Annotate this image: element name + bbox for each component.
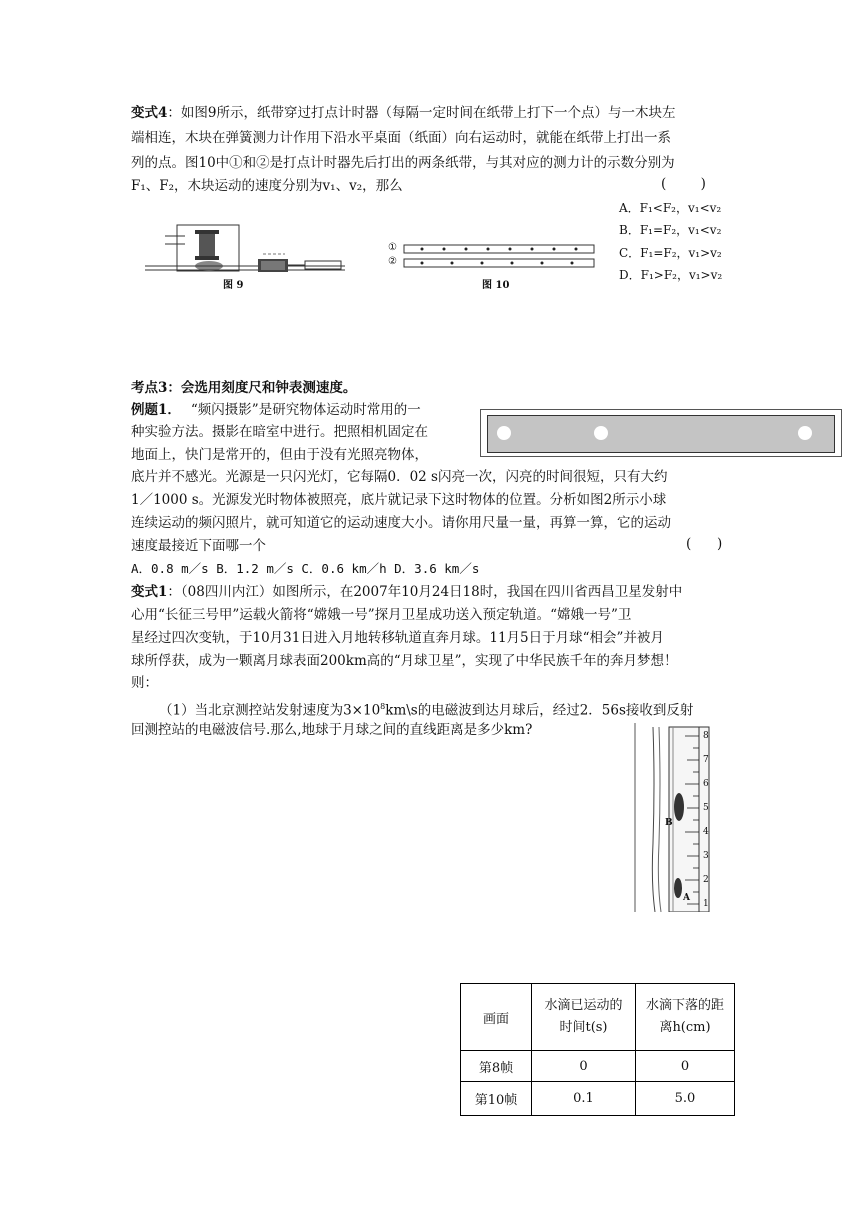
variant1-line-3: 星经过四次变轨，于10月31日进入月地转移轨道直奔月球。11月5日于月球“相会”并被月 — [131, 630, 664, 646]
water-drop-table — [460, 983, 735, 1116]
table-cell: 0.1 — [532, 1082, 636, 1116]
ruler-photo — [633, 723, 728, 912]
ball-1 — [497, 426, 511, 440]
figure-9-drawing — [145, 222, 355, 288]
example1-line-2: 种实验方法。摄影在暗室中进行。把照相机固定在 — [131, 424, 428, 440]
figure-9-caption: 图 9 — [223, 280, 244, 291]
table-cell: 第10帧 — [461, 1082, 532, 1116]
ruler-marker-a: A — [683, 893, 690, 903]
table-row — [461, 1051, 735, 1082]
strobe-photo-strip — [487, 415, 835, 453]
table-cell: 0 — [636, 1051, 735, 1082]
example1-line-7: 速度最接近下面哪一个 — [131, 538, 266, 554]
tape-1-label: ① — [388, 242, 397, 253]
variant4-line-4: F₁、F₂，木块运动的速度分别为v₁、v₂，那么 — [131, 178, 403, 194]
variant1-label: 变式1 — [131, 584, 168, 600]
ruler-tick-5: 5 — [703, 803, 709, 813]
example1-line-4: 底片并不感光。光源是一只闪光灯，它每隔0．02 s闪亮一次，闪亮的时间很短，只有大约 — [131, 469, 668, 485]
example1-line-5: 1／1000 s。光源发光时物体被照亮，底片就记录下这时物体的位置。分析如图2所示小球 — [131, 492, 667, 508]
variant1-q1-line-2: 回测控站的电磁波信号.那么,地球于月球之间的直线距离是多少km? — [131, 722, 533, 738]
ruler-tick-8: 8 — [703, 731, 709, 741]
table-cell: 第8帧 — [461, 1051, 532, 1082]
ruler-photo-drawing — [633, 723, 728, 912]
figure-10-caption: 图 10 — [482, 280, 510, 291]
variant4-line-2: 端相连，木块在弹簧测力计作用下沿水平桌面（纸面）向右运动时，就能在纸带上打出一系 — [131, 130, 671, 146]
example1-line-3: 地面上，快门是常开的，但由于没有光照亮物体， — [131, 447, 428, 463]
tapes-drawing — [402, 242, 598, 272]
table-cell: 5.0 — [636, 1082, 735, 1116]
kaodian3-title: 考点3：会选用刻度尺和钟表测速度。 — [131, 380, 357, 396]
tape-2-label: ② — [388, 256, 397, 267]
strobe-photo — [480, 409, 842, 457]
ruler-tick-7: 7 — [703, 755, 709, 765]
variant4-option-a: A．F₁<F₂，v₁<v₂ — [619, 201, 722, 215]
variant4-option-c: C．F₁=F₂，v₁>v₂ — [619, 246, 722, 260]
variant4-label: 变式4 — [131, 105, 168, 121]
example1-answer-paren: ( ) — [686, 536, 723, 552]
ruler-tick-2: 2 — [703, 875, 709, 885]
figure-9-timer-apparatus — [145, 222, 355, 291]
example1-label: 例题1． — [131, 402, 181, 418]
variant4-answer-paren: ( ) — [661, 176, 706, 192]
table-header-cell: 水滴已运动的 时间t(s) — [532, 984, 636, 1051]
variant1-q1-line-1: （1）当北京测控站发射速度为$3\times 10^8km\backslash s$的电磁波到达月球后，经过2．56s接收到反射 — [159, 702, 694, 719]
variant1-line-5: 则： — [131, 675, 158, 691]
ruler-tick-3: 3 — [703, 851, 709, 861]
ruler-tick-4: 4 — [703, 827, 709, 837]
example1-line-6: 连续运动的频闪照片，就可知道它的运动速度大小。请你用尺量一量，再算一算，它的运动 — [131, 515, 671, 531]
exponent: 8 — [380, 702, 386, 711]
ruler-tick-6: 6 — [703, 779, 709, 789]
table-row — [461, 1082, 735, 1116]
variant1-line-1: 变式1：（08四川内江）如图所示，在2007年10月24日18时，我国在四川省西昌卫星发射中 — [131, 584, 683, 600]
variant4-option-b: B．F₁=F₂，v₁<v₂ — [619, 223, 722, 237]
variant1-line-4: 球所俘获，成为一颗离月球表面200km高的“月球卫星”，实现了中华民族千年的奔月梦想！ — [131, 653, 678, 669]
figure-10-paper-tapes — [388, 242, 598, 291]
variant4-option-d: D．F₁>F₂，v₁>v₂ — [619, 268, 723, 282]
variant4-line-3: 列的点。图10中①和②是打点计时器先后打出的两条纸带，与其对应的测力计的示数分别为 — [131, 155, 675, 171]
ball-2 — [594, 426, 608, 440]
ball-3 — [798, 426, 812, 440]
table-cell: 0 — [532, 1051, 636, 1082]
example1-options: A．0.8 m／s B．1.2 m／s C．0.6 km／h D．3.6 km／s — [131, 561, 480, 576]
ruler-tick-1: 1 — [703, 899, 709, 909]
example1-line-1: 例题1． “频闪摄影”是研究物体运动时常用的一 — [131, 402, 421, 418]
variant1-line-2: 心用“长征三号甲”运载火箭将“嫦娥一号”探月卫星成功送入预定轨道。“嫦娥一号”卫 — [131, 607, 632, 623]
table-header-cell: 水滴下落的距 离h(cm) — [636, 984, 735, 1051]
variant4-line-1: 变式4：如图9所示，纸带穿过打点计时器（每隔一定时间在纸带上打下一个点）与一木块左 — [131, 105, 676, 121]
ruler-marker-b: B — [665, 818, 673, 828]
table-header-cell: 画面 — [461, 984, 532, 1051]
table-header-row — [461, 984, 735, 1051]
